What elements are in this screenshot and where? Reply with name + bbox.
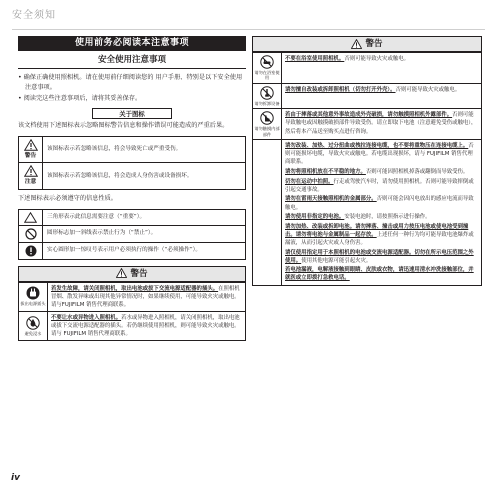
warning-icon-cell — [253, 53, 282, 83]
symbol-description: 三角形表示此信息需要注意（“重要”）。 — [43, 209, 246, 225]
warning-triangle-icon — [351, 39, 362, 49]
warning-item — [285, 266, 478, 282]
warning-detail: 否则可能导致触电或因触摸破损部件导致受伤。请立即取下电池（注意避免受伤或触电），然后将本产品送至购买点进行咨询。 — [285, 112, 477, 135]
symbol-description: 圆形标志加一斜线表示禁止行为（“禁止”）。 — [43, 225, 246, 242]
warning-item — [285, 213, 478, 221]
no-touch-icon — [260, 111, 274, 125]
warning-row — [19, 311, 245, 340]
warning-title: 警告 — [130, 268, 148, 279]
warning-item — [51, 314, 242, 338]
symbol-meaning-table — [18, 209, 246, 260]
warning-header — [253, 37, 481, 52]
warning-item — [285, 86, 478, 94]
icons-paragraph: 该文档使用下述图标表示忽略图标警告信息和操作错误可能造成的严重后果。 — [18, 122, 229, 130]
section-header: 安全须知 — [12, 10, 56, 21]
warning-triangle-icon — [24, 139, 38, 151]
warning-detail: 否则可能导致火灾或触电。 — [395, 86, 461, 93]
warning-caption: 请勿在浴室使用 — [254, 70, 280, 81]
warning-item — [51, 285, 242, 309]
warning-caption: 请勿拆卸设备 — [254, 100, 280, 106]
warning-lead: 请勿改装、加热、过分扭曲或拽拉连接电缆，也不要将重物压在连接电缆上。 — [285, 143, 469, 150]
severity-description: 该图标表示若忽略该信息，将会导致死亡或严重受伤。 — [43, 136, 246, 162]
warning-lead: 若由于摔落或其他意外事故造成外壳破损，请勿触摸照相机外露部件。 — [285, 112, 453, 119]
icon-cell — [19, 163, 43, 189]
warning-title: 警告 — [365, 39, 383, 49]
warning-detail: 若水或异物进入照相机，请关闭照相机，取出电池或拔下交流电源适配器的插头。若仍继续使用照相机，则可能导致火灾或触电。请与 FUJIFILM 销售代理商联系。 — [51, 314, 240, 338]
warning-text — [282, 140, 481, 284]
table-row — [19, 242, 246, 259]
symbol-description: 实心圆形加一惊叹号表示用户必须执行的操作（“必须操作”）。 — [43, 242, 246, 259]
attention-triangle-icon — [24, 212, 37, 223]
bullet-item: • 确保正确使用照相机。请在使用前仔细阅读您的 用户手册、特别是以下安全使用注意事项。 — [18, 74, 243, 91]
warning-lead: 请勿使用非指定的电池。 — [285, 214, 345, 221]
warning-lead: 若电池漏液，电解液接触到眼睛、皮肤或衣物，请迅速用清水冲洗接触部位，并就医或立即拨打急救电话。 — [285, 267, 474, 282]
warning-text — [48, 312, 245, 340]
right-warning-box — [252, 36, 482, 286]
warning-item — [285, 195, 478, 211]
warning-lead: 请仅使用指定用于本照相机的电池或交流电源适配器。切勿在所示电压范围之外使用。 — [285, 249, 474, 264]
warning-detail: 在照相机冒烟、散发异味或出现其他异常情况时，如果继续使用，可能导致火灾或触电。请与FUJIFILM 销售代理商联系。 — [51, 285, 240, 308]
warning-row — [19, 282, 245, 311]
table-row — [19, 225, 246, 242]
warning-lead: 请勿将照相机放在不平稳的地方。 — [285, 169, 366, 176]
warning-icon-cell — [253, 109, 282, 139]
icon-cell — [19, 136, 43, 162]
prohibited-icon — [25, 228, 37, 240]
mandatory-action-icon — [25, 245, 37, 257]
left-column — [18, 36, 246, 341]
icon-cell — [19, 242, 43, 259]
warning-item — [285, 168, 478, 176]
warning-icon-cell — [19, 312, 48, 340]
subtitle: 安全使用注意事项 — [18, 54, 246, 69]
icon-cell — [19, 209, 43, 225]
caution-triangle-icon — [24, 165, 38, 177]
warning-icon-cell — [253, 84, 282, 108]
no-water-icon — [26, 316, 40, 330]
warning-text — [282, 84, 481, 108]
severity-description: 该图标表示若忽略该信息，将会造成人身伤害或设备损坏。 — [43, 163, 246, 189]
warning-header — [19, 267, 245, 282]
table-row — [19, 163, 246, 189]
warning-row — [253, 108, 481, 139]
severity-label: 注意 — [24, 179, 37, 186]
table-row — [19, 136, 246, 162]
severity-label: 警告 — [24, 152, 37, 159]
warning-detail: 使用其他电源可能引起火灾。 — [301, 257, 372, 264]
warning-lead: 请勿擅自改装或拆卸照相机（切勿打开外壳）。 — [285, 86, 396, 93]
no-bathroom-icon — [260, 55, 274, 69]
table-row — [19, 209, 246, 225]
warning-lead: 不要在浴室使用照相机。 — [285, 56, 345, 62]
title-bar: 使用前务必阅读本注意事项 — [18, 36, 246, 51]
header-divider — [12, 29, 485, 30]
warning-text — [282, 53, 481, 83]
warning-lead: 切勿在运动中拍照。 — [285, 178, 334, 185]
warning-caption: 请勿触摸内部部件 — [254, 126, 280, 137]
warning-detail: 否则可能因照相机掉落或翻倒而导致受伤。 — [365, 169, 469, 176]
left-warning-box — [18, 266, 246, 342]
icon-cell — [19, 225, 43, 242]
bullet-item: • 阅读完这些注意事项后，请将其妥善保存。 — [18, 94, 142, 102]
warning-lead: 若发生故障，请关闭照相机，取出电池或拔下交流电源适配器的插头。 — [51, 285, 219, 292]
warning-lead: 不要让水或异物进入照相机。 — [51, 314, 122, 321]
warning-detail: 上述任何一种行为均可能导致电池爆炸或漏液，从而引起火灾或人身伤害。 — [285, 231, 474, 246]
page-number: iv — [11, 473, 20, 483]
warning-item — [285, 223, 478, 247]
warning-item — [285, 55, 478, 63]
warning-detail: 行走或驾驶汽车时，请勿使用照相机。否则可能导致摔倒或引起交通事故。 — [285, 178, 474, 193]
warning-item — [285, 111, 478, 135]
symbols-paragraph: 下述图标表示必须遵守的信息性质。 — [18, 194, 117, 202]
warning-item — [285, 178, 478, 194]
warning-lead: 请勿加热、改装或拆卸电池。请勿摔落、撞击或用力按压电池或使电池受到撞击。请勿将电池与金属制品一起存放。 — [285, 223, 469, 238]
right-column — [252, 36, 482, 286]
warning-detail: 否则可能会因闪电放出的感应电流而导致触电。 — [285, 196, 474, 211]
warning-row — [253, 139, 481, 284]
warning-row — [253, 52, 481, 83]
warning-lead: 请勿在雷雨天接触照相机的金属部分。 — [285, 196, 377, 203]
warning-detail: 安装电池时，请按照指示进行操作。 — [344, 214, 431, 221]
warning-item — [285, 142, 478, 166]
severity-icon-table — [18, 136, 246, 190]
warning-triangle-icon — [116, 268, 127, 278]
warning-text — [48, 283, 245, 311]
warning-detail: 否则可能损坏电缆，导致火灾或触电。若电缆出现损坏，请与 FUJIFILM 销售代理商联系。 — [285, 143, 474, 166]
warning-caption: 避免浸水 — [24, 330, 42, 336]
intro-bullets — [18, 73, 246, 103]
warning-text — [282, 109, 481, 139]
warning-caption: 拔出电源插头 — [20, 301, 46, 307]
icons-section-label: 关于图标 — [92, 108, 172, 119]
no-disassembly-icon — [260, 86, 274, 100]
warning-item — [285, 249, 478, 265]
warning-detail: 否则可能导致火灾或触电。 — [344, 56, 410, 62]
warning-icon-cell — [253, 140, 282, 284]
unplug-icon — [26, 286, 40, 300]
warning-row — [253, 83, 481, 108]
warning-icon-cell — [19, 283, 48, 311]
